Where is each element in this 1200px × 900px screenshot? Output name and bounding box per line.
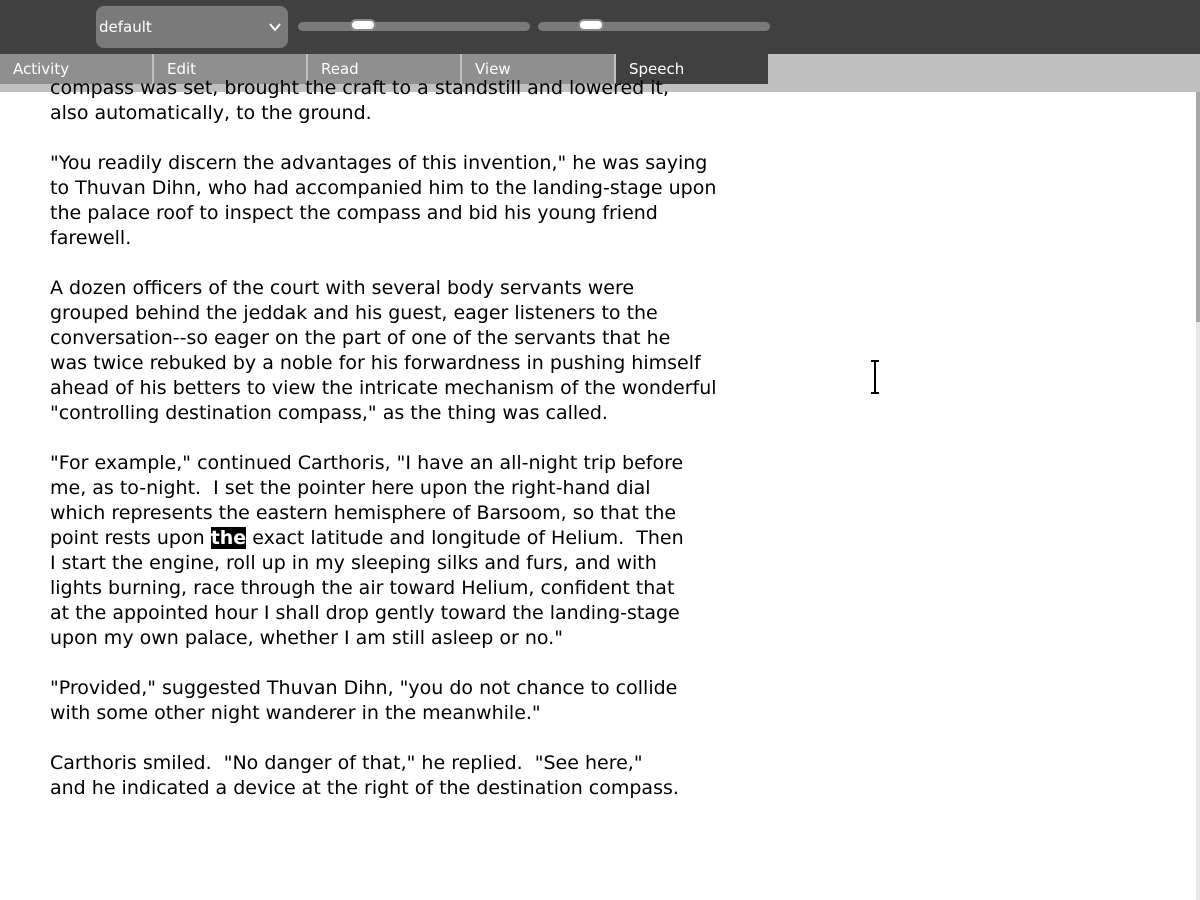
rate-slider[interactable]: [538, 22, 770, 31]
rate-slider-handle[interactable]: [578, 19, 604, 31]
toolbar: [0, 0, 1200, 54]
document-text[interactable]: [50, 76, 717, 801]
document-text-before: compass was set, brought the craft to a standstill and lowered it, also automatically, to the ground. "You readily discern the advantages of this invention," he was saying to Thuvan Dihn, who had accompanied him to the landing-stage upon the palace roof to inspect the compass and bid his young friend farewell. A dozen officers of the court with several body servants were grouped behind the jeddak and his guest, eager listeners to the conversation--so eager on the part of one of the servants that he was twice rebuked by a noble for his forwardness in pushing himself ahead of his betters to view the intricate mechanism of the wonderful "controlling destination compass," as the thing was called. "For example," continued Carthoris, "I have an all-night trip before me, as to-night. I set the pointer here upon the right-hand dial which represents the eastern hemisphere of Barsoom, so that the point rests upon: [50, 77, 717, 549]
document-text-after: exact latitude and longitude of Helium. Then I start the engine, roll up in my sleeping silks and furs, and with lights burning, race through the air toward Helium, confident that at the appointed hour I shall drop gently toward the landing-stage upon my own palace, whether I am still asleep or no." "Provided," suggested Thuvan Dihn, "you do not chance to collide with some other night wanderer in the meanwhile." Carthoris smiled. "No danger of that," he replied. "See here," and he indicated a device at the right of the destination compass.: [50, 527, 684, 799]
tab-activity[interactable]: Activity: [0, 54, 152, 84]
document-view[interactable]: [0, 77, 1196, 900]
pitch-slider-handle[interactable]: [350, 19, 376, 31]
voice-select-value: default: [99, 18, 152, 36]
tab-speech[interactable]: Speech: [616, 54, 768, 84]
text-cursor-icon: [869, 360, 881, 394]
chevron-down-icon: [268, 6, 282, 48]
tab-view[interactable]: View: [462, 54, 614, 84]
tab-read[interactable]: Read: [308, 54, 460, 84]
pitch-slider[interactable]: [298, 22, 530, 31]
vertical-scrollbar[interactable]: [1196, 92, 1200, 900]
tab-edit[interactable]: Edit: [154, 54, 306, 84]
spoken-word-highlight: the: [210, 527, 247, 549]
scrollbar-thumb[interactable]: [1196, 92, 1200, 322]
voice-select[interactable]: [96, 6, 288, 48]
